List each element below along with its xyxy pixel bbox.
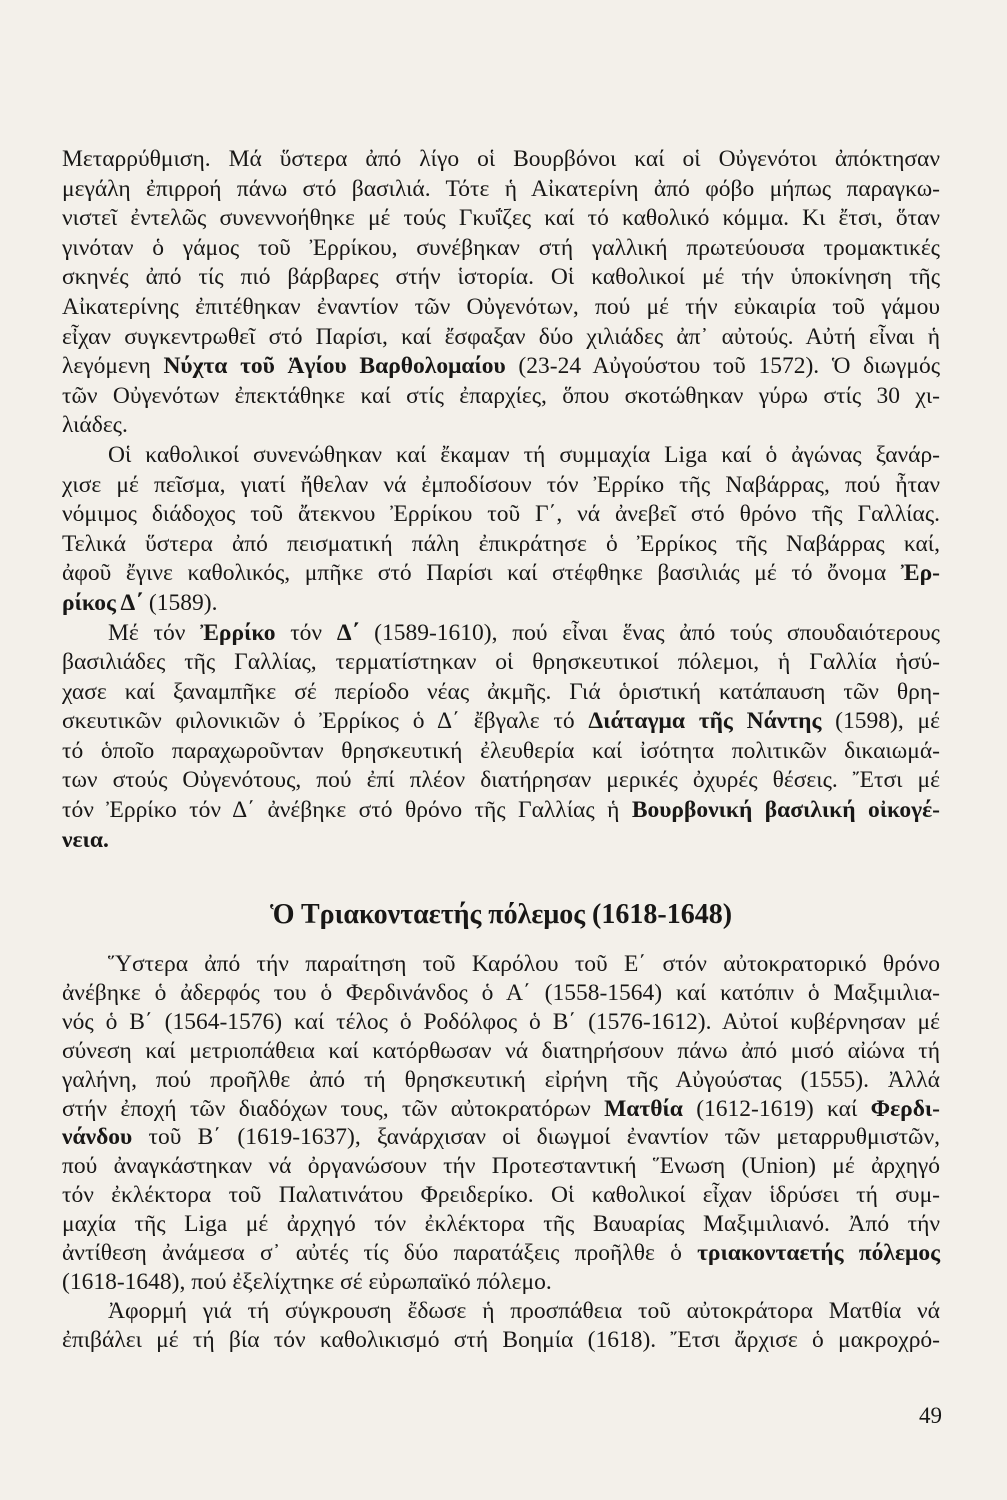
text-line	[62, 678, 940, 708]
bold-term: Ματθία	[604, 1095, 683, 1122]
bold-term: Φερδι-	[870, 1095, 941, 1122]
text-run: ἀνέβηκε ὁ ἀδερφός του ὁ Φερδινάνδος ὁ Α΄ (1558-1564) καί κατόπιν ὁ Μαξιμιλια-	[62, 979, 940, 1006]
paragraph	[62, 1297, 940, 1355]
bold-term: νάνδου	[62, 1124, 133, 1151]
text-run: νός ὁ Β΄ (1564-1576) καί τέλος ὁ Ροδόλφος ὁ Β΄ (1576-1612). Αὐτοί κυβέρνησαν μέ	[62, 1008, 940, 1035]
text-run: μεγάλη ἐπιρροή πάνω στό βασιλιά. Τότε ἡ Αἰκατερίνη ἀπό φόβο μήπως παραγκω-	[62, 175, 940, 202]
text-run: Τελικά ὕστερα ἀπό πεισματική πάλη ἐπικράτησε ὁ Ἐρρίκος τῆς Ναβάρρας καί,	[62, 530, 940, 557]
text-line	[62, 979, 940, 1008]
text-line	[62, 500, 940, 530]
bold-term: τριακονταετής πόλεμος	[697, 1240, 941, 1267]
text-line	[62, 1297, 940, 1326]
paragraph	[62, 441, 940, 619]
paragraph	[62, 145, 940, 441]
text-line	[62, 796, 940, 826]
text-line	[62, 1210, 940, 1239]
text-line	[62, 471, 940, 501]
text-run: ἐπιβάλει μέ τή βία τόν καθολικισμό στή Βοημία (1618). Ἔτσι ἄρχισε ὁ μακροχρό-	[62, 1326, 940, 1353]
text-run: τόν	[275, 619, 337, 646]
text-run: ἀφοῦ ἔγινε καθολικός, μπῆκε στό Παρίσι καί στέφθηκε βασιλιάς μέ τό ὄνομα	[62, 560, 901, 587]
text-line	[62, 411, 940, 441]
text-line	[62, 1123, 940, 1152]
text-line	[62, 737, 940, 767]
text-line	[62, 145, 940, 175]
text-line	[62, 766, 940, 796]
text-run: τόν ἐκλέκτορα τοῦ Παλατινάτου Φρειδερίκο. Οἱ καθολικοί εἶχαν ἱδρύσει τή συμ-	[62, 1182, 940, 1209]
text-run: (1598), μέ	[821, 708, 941, 735]
paragraph	[62, 950, 940, 1297]
text-run: Μέ τόν	[108, 619, 201, 646]
text-line	[62, 648, 940, 678]
text-line	[62, 1326, 940, 1355]
text-run: νιστεῖ ἐντελῶς συνεννοήθηκε μέ τούς Γκυΐζες καί τό καθολικό κόμμα. Κι ἔτσι, ὅταν	[62, 205, 940, 232]
text-run: τῶν Οὐγενότων ἐπεκτάθηκε καί στίς ἐπαρχίες, ὅπου σκοτώθηκαν γύρω στίς 30 χι-	[62, 382, 940, 409]
text-run: μαχία τῆς Liga μέ ἀρχηγό τόν ἐκλέκτορα τῆς Βαυαρίας Μαξιμιλιανό. Ἀπό τήν	[62, 1211, 940, 1238]
text-run: (1612-1619) καί	[682, 1095, 871, 1122]
bold-term: Διάταγμα τῆς Νάντης	[588, 708, 822, 735]
text-run: τό ὁποῖο παραχωροῦνταν θρησκευτική ἐλευθερία καί ἰσότητα πολιτικῶν δικαιωμά-	[62, 737, 940, 764]
text-run: τοῦ Β΄ (1619-1637), ξανάρχισαν οἱ διωγμοί ἐναντίον τῶν μεταρρυθμιστῶν,	[132, 1124, 940, 1151]
text-run: χασε καί ξαναμπῆκε σέ περίοδο νέας ἀκμῆς. Γιά ὁριστική κατάπαυση τῶν θρη-	[62, 678, 940, 705]
text-run: εἶχαν συγκεντρωθεῖ στό Παρίσι, καί ἔσφαξαν δύο χιλιάδες ἀπ᾽ αὐτούς. Αὐτή εἶναι ἡ	[62, 323, 940, 350]
text-line	[62, 175, 940, 205]
text-line	[62, 1095, 940, 1124]
text-run: τόν Ἐρρίκο τόν Δ΄ ἀνέβηκε στό θρόνο τῆς Γαλλίας ἡ	[62, 797, 632, 824]
bold-term: Δ΄	[336, 619, 360, 646]
text-block-below-heading	[62, 950, 940, 1355]
paragraph	[62, 619, 940, 856]
text-run: γινόταν ὁ γάμος τοῦ Ἐρρίκου, συνέβηκαν στή γαλλική πρωτεύουσα τρομακτικές	[62, 234, 940, 261]
text-run: χισε μέ πεῖσμα, γιατί ἤθελαν νά ἐμποδίσουν τόν Ἐρρίκο τῆς Ναβάρρας, πού ἦταν	[62, 471, 940, 498]
text-run: Ἀφορμή γιά τή σύγκρουση ἔδωσε ἡ προσπάθεια τοῦ αὐτοκράτορα Ματθία νά	[108, 1297, 940, 1324]
text-line	[62, 826, 940, 856]
text-run: Ὕστερα ἀπό τήν παραίτηση τοῦ Καρόλου τοῦ Ε΄ στόν αὐτοκρατορικό θρόνο	[108, 951, 940, 977]
text-line	[62, 530, 940, 560]
section-heading: Ὁ Τριακονταετής πόλεμος (1618-1648)	[269, 899, 733, 930]
text-line	[62, 234, 940, 264]
text-line	[62, 589, 940, 619]
text-run: Αἰκατερίνης ἐπιτέθηκαν ἐναντίον τῶν Οὐγενότων, πού μέ τήν εὐκαιρία τοῦ γάμου	[62, 293, 940, 320]
text-run: λεγόμενη	[62, 353, 164, 380]
text-line	[62, 204, 940, 234]
text-run: (23-24 Αὐγούστου τοῦ 1572). Ὁ διωγμός	[505, 353, 941, 380]
text-line	[62, 1181, 940, 1210]
bold-term: ρίκος Δ΄	[62, 589, 144, 616]
bold-term: Νύχτα τοῦ Ἁγίου Βαρθολομαίου	[163, 353, 506, 380]
text-line	[62, 323, 940, 353]
text-run: λιάδες.	[62, 412, 128, 439]
text-line	[62, 707, 940, 737]
text-run: πού ἀναγκάστηκαν νά ὀργανώσουν τήν Προτεσταντική Ἕνωση (Union) μέ ἀρχηγό	[62, 1153, 940, 1180]
text-run: στήν ἐποχή τῶν διαδόχων τους, τῶν αὐτοκρατόρων	[62, 1095, 605, 1122]
text-run: σκηνές ἀπό τίς πιό βάρβαρες στήν ἱστορία. Οἱ καθολικοί μέ τήν ὑποκίνηση τῆς	[62, 264, 940, 291]
text-run: νόμιμος διάδοχος τοῦ ἄτεκνου Ἐρρίκου τοῦ Γ΄, νά ἀνεβεῖ στό θρόνο τῆς Γαλλίας.	[62, 501, 940, 528]
text-run: βασιλιάδες τῆς Γαλλίας, τερματίστηκαν οἱ θρησκευτικοί πόλεμοι, ἡ Γαλλία ἡσύ-	[62, 649, 940, 676]
text-run: Μεταρρύθμιση. Μά ὕστερα ἀπό λίγο οἱ Βουρβόνοι καί οἱ Οὐγενότοι ἀπόκτησαν	[62, 146, 940, 172]
text-run: (1618-1648), πού ἐξελίχτηκε σέ εὐρωπαϊκό πόλεμο.	[62, 1268, 552, 1295]
text-line	[62, 619, 940, 649]
text-line	[62, 1008, 940, 1037]
bold-term: νεια.	[62, 826, 109, 853]
text-line	[62, 1152, 940, 1181]
bold-term: Βουρβονική βασιλική οἰκογέ-	[631, 797, 941, 824]
text-run: γαλήνη, πού προῆλθε ἀπό τή θρησκευτική εἰρήνη τῆς Αὐγούστας (1555). Ἀλλά	[62, 1066, 940, 1093]
text-line	[62, 263, 940, 293]
text-line	[62, 352, 940, 382]
text-line	[62, 293, 940, 323]
text-line	[62, 441, 940, 471]
text-run: (1589).	[143, 589, 218, 616]
text-line	[62, 382, 940, 412]
text-run: των στούς Οὐγενότους, πού ἐπί πλέον διατήρησαν μερικές ὀχυρές θέσεις. Ἔτσι μέ	[62, 767, 940, 794]
text-run: ἀντίθεση ἀνάμεσα σ᾽ αὐτές τίς δύο παρατάξεις προῆλθε ὁ	[62, 1240, 698, 1267]
text-line	[62, 950, 940, 979]
text-line	[62, 1037, 940, 1066]
text-line	[62, 1066, 940, 1095]
text-line	[62, 559, 940, 589]
bold-term: Ἐρρίκο	[200, 619, 276, 646]
text-run: (1589-1610), πού εἶναι ἕνας ἀπό τούς σπουδαιότερους	[359, 619, 940, 646]
text-run: σύνεση καί μετριοπάθεια καί κατόρθωσαν νά διατηρήσουν πάνω ἀπό μισό αἰώνα τή	[62, 1037, 940, 1064]
bold-term: Ἐρ-	[900, 560, 940, 587]
text-line	[62, 1268, 940, 1297]
text-run: σκευτικῶν φιλονικιῶν ὁ Ἐρρίκος ὁ Δ΄ ἔβγαλε τό	[62, 708, 589, 735]
text-line	[62, 1239, 940, 1268]
text-run: Οἱ καθολικοί συνενώθηκαν καί ἔκαμαν τή συμμαχία Liga καί ὁ ἀγώνας ξανάρ-	[108, 441, 940, 468]
page-number: 49	[919, 1403, 942, 1428]
text-block-above-heading	[62, 145, 940, 855]
